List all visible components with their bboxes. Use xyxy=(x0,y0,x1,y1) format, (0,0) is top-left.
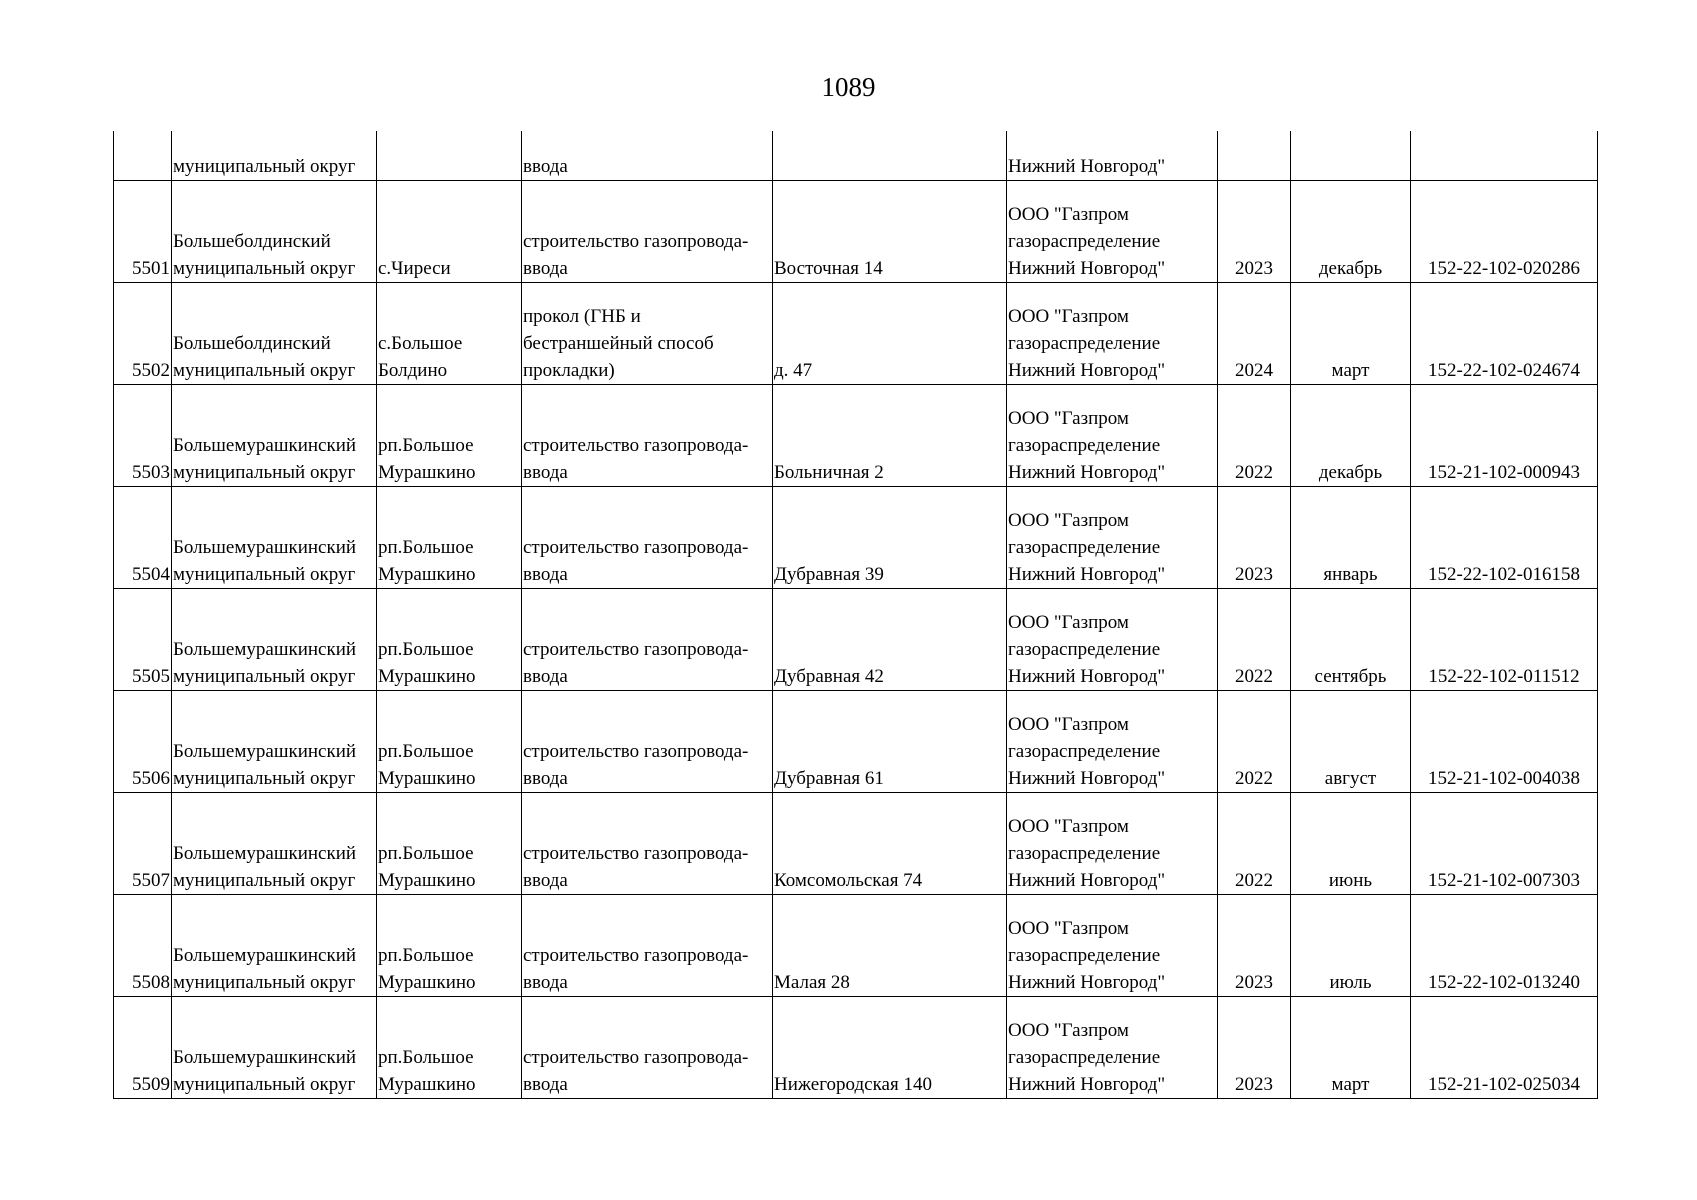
cell-settlement: рп.Большое Мурашкино xyxy=(377,793,522,895)
cell-org: ООО "Газпром газораспределение Нижний Новгород" xyxy=(1007,997,1218,1099)
cell-num: 5503 xyxy=(114,385,172,487)
cell-month: июнь xyxy=(1291,793,1411,895)
cell-org: ООО "Газпром газораспределение Нижний Новгород" xyxy=(1007,283,1218,385)
cell-work: прокол (ГНБ и бестраншейный способ прокладки) xyxy=(522,283,773,385)
table-row xyxy=(114,793,1598,895)
cell-year: 2022 xyxy=(1218,691,1291,793)
cell-org: ООО "Газпром газораспределение Нижний Новгород" xyxy=(1007,487,1218,589)
cell-address: д. 47 xyxy=(773,283,1007,385)
cell-address: Нижегородская 140 xyxy=(773,997,1007,1099)
table-row xyxy=(114,385,1598,487)
cell-year: 2022 xyxy=(1218,385,1291,487)
cell-work: строительство газопровода- ввода xyxy=(522,181,773,283)
cell-district: Большеболдинский муниципальный округ xyxy=(172,181,377,283)
cell-year: 2023 xyxy=(1218,487,1291,589)
cell-year: 2022 xyxy=(1218,793,1291,895)
cell-year xyxy=(1218,131,1291,181)
cell-month: март xyxy=(1291,997,1411,1099)
cell-work: строительство газопровода- ввода xyxy=(522,589,773,691)
cell-num xyxy=(114,131,172,181)
cell-district: муниципальный округ xyxy=(172,131,377,181)
cell-settlement: с.Чиреси xyxy=(377,181,522,283)
cell-address: Дубравная 42 xyxy=(773,589,1007,691)
cell-code: 152-22-102-013240 xyxy=(1411,895,1598,997)
cell-code xyxy=(1411,131,1598,181)
continuation-row xyxy=(114,131,1598,181)
cell-work: строительство газопровода- ввода xyxy=(522,997,773,1099)
cell-month: сентябрь xyxy=(1291,589,1411,691)
cell-year: 2023 xyxy=(1218,181,1291,283)
cell-district: Большемурашкинский муниципальный округ xyxy=(172,895,377,997)
cell-address: Дубравная 61 xyxy=(773,691,1007,793)
table-row xyxy=(114,283,1598,385)
cell-address: Малая 28 xyxy=(773,895,1007,997)
cell-org: ООО "Газпром газораспределение Нижний Новгород" xyxy=(1007,691,1218,793)
cell-address: Дубравная 39 xyxy=(773,487,1007,589)
cell-org: ООО "Газпром газораспределение Нижний Новгород" xyxy=(1007,589,1218,691)
cell-settlement: рп.Большое Мурашкино xyxy=(377,895,522,997)
cell-code: 152-22-102-024674 xyxy=(1411,283,1598,385)
cell-year: 2023 xyxy=(1218,895,1291,997)
cell-org: ООО "Газпром газораспределение Нижний Новгород" xyxy=(1007,385,1218,487)
cell-month xyxy=(1291,131,1411,181)
cell-month: март xyxy=(1291,283,1411,385)
cell-num: 5501 xyxy=(114,181,172,283)
cell-code: 152-21-102-007303 xyxy=(1411,793,1598,895)
cell-org: ООО "Газпром газораспределение Нижний Новгород" xyxy=(1007,895,1218,997)
cell-district: Большемурашкинский муниципальный округ xyxy=(172,997,377,1099)
table-row xyxy=(114,589,1598,691)
cell-district: Большемурашкинский муниципальный округ xyxy=(172,487,377,589)
cell-district: Большеболдинский муниципальный округ xyxy=(172,283,377,385)
cell-settlement: с.Большое Болдино xyxy=(377,283,522,385)
cell-org: ООО "Газпром газораспределение Нижний Новгород" xyxy=(1007,793,1218,895)
cell-address: Больничная 2 xyxy=(773,385,1007,487)
cell-code: 152-22-102-020286 xyxy=(1411,181,1598,283)
cell-code: 152-21-102-000943 xyxy=(1411,385,1598,487)
table-row xyxy=(114,691,1598,793)
cell-settlement: рп.Большое Мурашкино xyxy=(377,385,522,487)
table-row xyxy=(114,487,1598,589)
cell-work: строительство газопровода- ввода xyxy=(522,691,773,793)
cell-settlement: рп.Большое Мурашкино xyxy=(377,691,522,793)
cell-org: Нижний Новгород" xyxy=(1007,131,1218,181)
cell-month: август xyxy=(1291,691,1411,793)
cell-code: 152-21-102-004038 xyxy=(1411,691,1598,793)
page-number: 1089 xyxy=(821,72,876,102)
table-row xyxy=(114,181,1598,283)
cell-work: строительство газопровода- ввода xyxy=(522,385,773,487)
cell-address: Комсомольская 74 xyxy=(773,793,1007,895)
table-row xyxy=(114,895,1598,997)
cell-num: 5505 xyxy=(114,589,172,691)
cell-month: июль xyxy=(1291,895,1411,997)
cell-code: 152-22-102-016158 xyxy=(1411,487,1598,589)
cell-work: строительство газопровода- ввода xyxy=(522,793,773,895)
cell-work: строительство газопровода- ввода xyxy=(522,895,773,997)
cell-num: 5509 xyxy=(114,997,172,1099)
cell-district: Большемурашкинский муниципальный округ xyxy=(172,691,377,793)
cell-district: Большемурашкинский муниципальный округ xyxy=(172,793,377,895)
cell-month: декабрь xyxy=(1291,385,1411,487)
cell-district: Большемурашкинский муниципальный округ xyxy=(172,589,377,691)
cell-num: 5504 xyxy=(114,487,172,589)
cell-year: 2024 xyxy=(1218,283,1291,385)
table-body xyxy=(114,131,1598,1099)
cell-year: 2022 xyxy=(1218,589,1291,691)
cell-month: декабрь xyxy=(1291,181,1411,283)
cell-month: январь xyxy=(1291,487,1411,589)
cell-year: 2023 xyxy=(1218,997,1291,1099)
cell-address: Восточная 14 xyxy=(773,181,1007,283)
registry-table xyxy=(113,131,1598,1099)
cell-num: 5508 xyxy=(114,895,172,997)
table-row xyxy=(114,997,1598,1099)
cell-settlement: рп.Большое Мурашкино xyxy=(377,997,522,1099)
cell-settlement: рп.Большое Мурашкино xyxy=(377,487,522,589)
cell-org: ООО "Газпром газораспределение Нижний Новгород" xyxy=(1007,181,1218,283)
cell-work: ввода xyxy=(522,131,773,181)
cell-district: Большемурашкинский муниципальный округ xyxy=(172,385,377,487)
cell-settlement xyxy=(377,131,522,181)
cell-code: 152-22-102-011512 xyxy=(1411,589,1598,691)
cell-num: 5506 xyxy=(114,691,172,793)
cell-num: 5502 xyxy=(114,283,172,385)
cell-address xyxy=(773,131,1007,181)
cell-num: 5507 xyxy=(114,793,172,895)
cell-work: строительство газопровода- ввода xyxy=(522,487,773,589)
cell-settlement: рп.Большое Мурашкино xyxy=(377,589,522,691)
cell-code: 152-21-102-025034 xyxy=(1411,997,1598,1099)
